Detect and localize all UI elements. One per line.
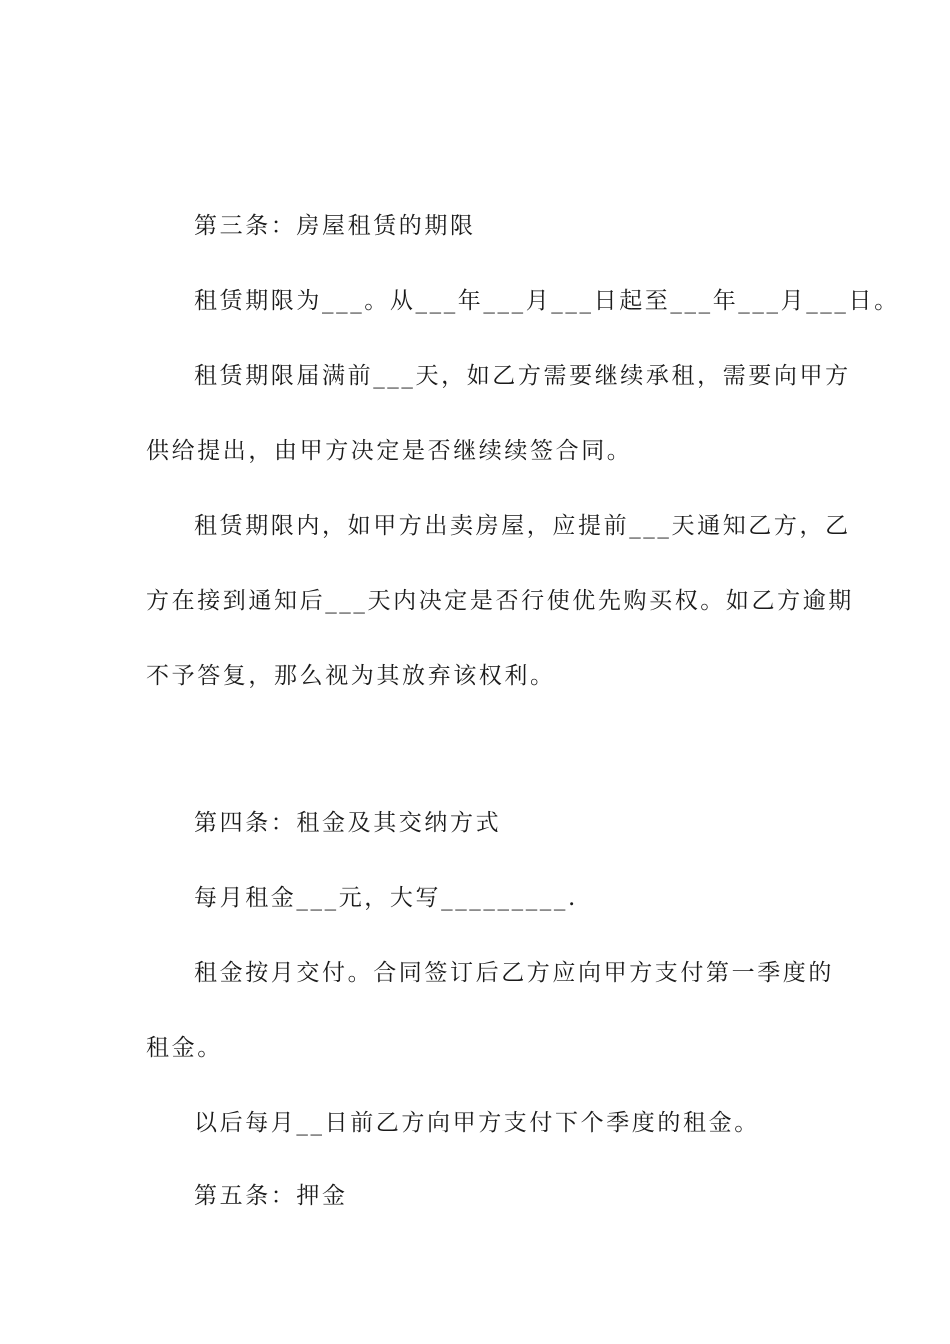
paragraph-line: 供给提出，由甲方决定是否继续续签合同。 — [146, 438, 633, 464]
paragraph-line: 每月租金___元，大写_________. — [194, 885, 578, 911]
paragraph-line: 不予答复，那么视为其放弃该权利。 — [146, 663, 556, 689]
paragraph-line: 以后每月__日前乙方向甲方支付下个季度的租金。 — [194, 1110, 760, 1136]
paragraph-line: 租金。 — [146, 1035, 223, 1061]
paragraph-line: 租赁期限届满前___天，如乙方需要继续承租，需要向甲方 — [194, 363, 851, 389]
paragraph-line: 租赁期限为___。从___年___月___日起至___年___月___日。 — [194, 288, 900, 314]
paragraph-line: 租赁期限内，如甲方出卖房屋，应提前___天通知乙方，乙 — [194, 513, 851, 539]
paragraph-line: 租金按月交付。合同签订后乙方应向甲方支付第一季度的 — [194, 960, 834, 986]
section-heading-article-3: 第三条：房屋租赁的期限 — [194, 213, 476, 239]
paragraph-line: 方在接到通知后___天内决定是否行使优先购买权。如乙方逾期 — [146, 588, 854, 614]
section-heading-article-4: 第四条：租金及其交纳方式 — [194, 810, 502, 836]
section-heading-article-5: 第五条：押金 — [194, 1183, 348, 1209]
